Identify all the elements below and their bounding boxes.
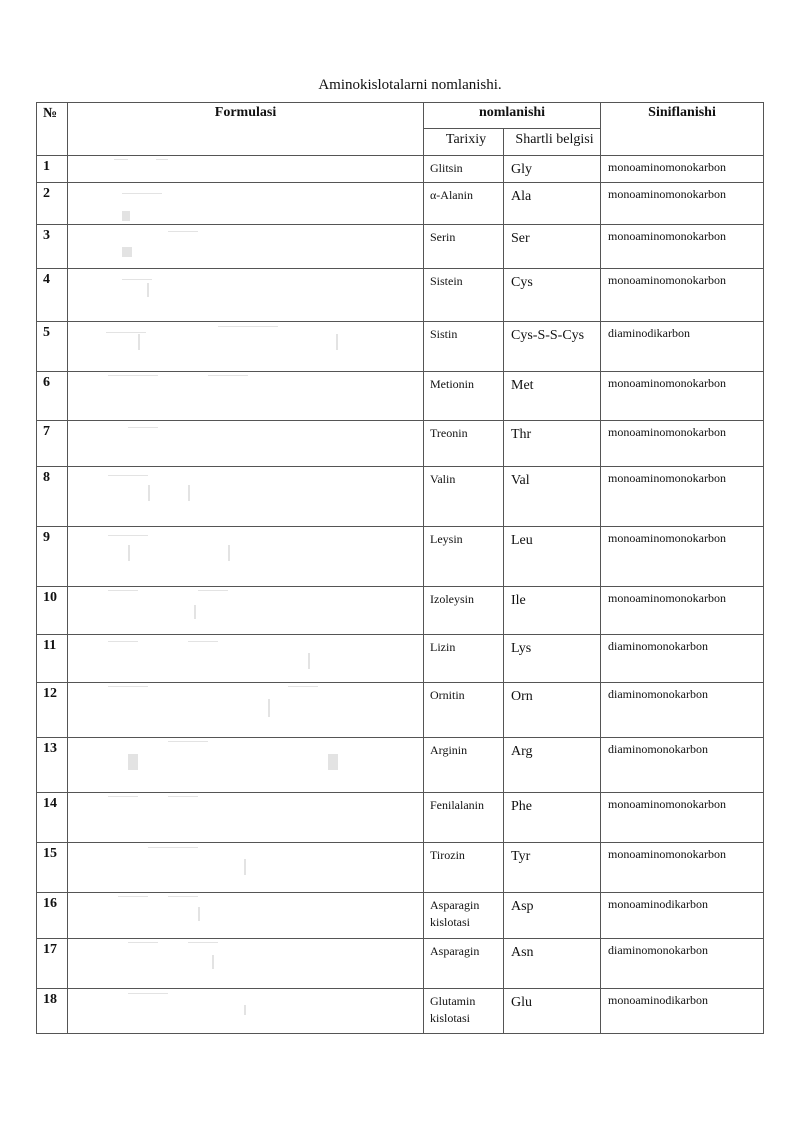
classification: diaminomonokarbon (601, 939, 764, 989)
table-row (37, 738, 764, 793)
header-formula: Formulasi (68, 103, 424, 156)
symbol-code: Asp (504, 893, 601, 939)
classification: monoaminomonokarbon (601, 183, 764, 225)
historical-name: Valin (424, 467, 504, 527)
historical-name: Serin (424, 225, 504, 269)
faint-formula-stroke (218, 326, 278, 327)
row-number: 17 (37, 939, 68, 989)
formula-cell (68, 183, 424, 225)
faint-formula-stroke (244, 859, 246, 875)
faint-formula-stroke (198, 590, 228, 591)
historical-name: Glutamin kislotasi (424, 989, 504, 1034)
formula-cell (68, 843, 424, 893)
row-number: 12 (37, 683, 68, 738)
classification: monoaminomonokarbon (601, 793, 764, 843)
header-historical: Tarixiy (424, 129, 504, 156)
historical-name: Asparagin (424, 939, 504, 989)
classification: diaminomonokarbon (601, 635, 764, 683)
row-number: 15 (37, 843, 68, 893)
historical-name: α-Alanin (424, 183, 504, 225)
faint-formula-stroke (188, 942, 218, 943)
formula-cell (68, 372, 424, 421)
formula-cell (68, 939, 424, 989)
formula-cell (68, 683, 424, 738)
table-row (37, 683, 764, 738)
classification: monoaminomonokarbon (601, 372, 764, 421)
historical-name: Izoleysin (424, 587, 504, 635)
classification: monoaminomonokarbon (601, 587, 764, 635)
faint-formula-stroke (212, 955, 214, 969)
faint-formula-stroke (198, 907, 200, 921)
classification: monoaminomonokarbon (601, 269, 764, 322)
table-row (37, 156, 764, 183)
classification: diaminomonokarbon (601, 738, 764, 793)
formula-cell (68, 893, 424, 939)
faint-formula-stroke (108, 590, 138, 591)
header-naming: nomlanishi (424, 103, 601, 129)
faint-formula-stroke (148, 847, 198, 848)
symbol-code: Thr (504, 421, 601, 467)
historical-name: Ornitin (424, 683, 504, 738)
faint-formula-stroke (156, 159, 168, 160)
historical-name: Tirozin (424, 843, 504, 893)
formula-cell (68, 635, 424, 683)
faint-formula-stroke (128, 993, 168, 994)
faint-formula-stroke (128, 545, 130, 561)
symbol-code: Glu (504, 989, 601, 1034)
formula-cell (68, 421, 424, 467)
faint-formula-stroke (268, 699, 270, 717)
historical-name: Sistin (424, 322, 504, 372)
classification: monoaminomonokarbon (601, 225, 764, 269)
row-number: 4 (37, 269, 68, 322)
classification: monoaminomonokarbon (601, 156, 764, 183)
formula-cell (68, 322, 424, 372)
historical-name: Leysin (424, 527, 504, 587)
header-symbol: Shartli belgisi (504, 129, 601, 156)
symbol-code: Ala (504, 183, 601, 225)
row-number: 5 (37, 322, 68, 372)
table-body (37, 156, 764, 1034)
formula-cell (68, 467, 424, 527)
symbol-code: Ser (504, 225, 601, 269)
faint-formula-stroke (122, 247, 132, 257)
faint-formula-stroke (308, 653, 310, 669)
row-number: 8 (37, 467, 68, 527)
table-row (37, 939, 764, 989)
classification: diaminodikarbon (601, 322, 764, 372)
faint-formula-stroke (148, 485, 150, 501)
formula-cell (68, 269, 424, 322)
symbol-code: Met (504, 372, 601, 421)
classification: monoaminodikarbon (601, 989, 764, 1034)
faint-formula-stroke (168, 796, 198, 797)
formula-cell (68, 738, 424, 793)
row-number: 7 (37, 421, 68, 467)
table-row (37, 269, 764, 322)
classification: monoaminodikarbon (601, 893, 764, 939)
table-row (37, 635, 764, 683)
faint-formula-stroke (328, 754, 338, 770)
symbol-code: Arg (504, 738, 601, 793)
formula-cell (68, 989, 424, 1034)
table-row (37, 843, 764, 893)
faint-formula-stroke (288, 686, 318, 687)
row-number: 16 (37, 893, 68, 939)
faint-formula-stroke (336, 334, 338, 350)
faint-formula-stroke (208, 375, 248, 376)
table-row (37, 421, 764, 467)
historical-name: Glitsin (424, 156, 504, 183)
classification: monoaminomonokarbon (601, 421, 764, 467)
formula-cell (68, 527, 424, 587)
classification: diaminomonokarbon (601, 683, 764, 738)
faint-formula-stroke (108, 475, 148, 476)
historical-name: Sistein (424, 269, 504, 322)
faint-formula-stroke (108, 535, 148, 536)
row-number: 9 (37, 527, 68, 587)
symbol-code: Ile (504, 587, 601, 635)
table-row (37, 793, 764, 843)
header-number: № (37, 103, 68, 156)
symbol-code: Cys (504, 269, 601, 322)
faint-formula-stroke (128, 942, 158, 943)
faint-formula-stroke (228, 545, 230, 561)
faint-formula-stroke (122, 193, 162, 194)
faint-formula-stroke (188, 485, 190, 501)
table-row (37, 587, 764, 635)
symbol-code: Lys (504, 635, 601, 683)
row-number: 2 (37, 183, 68, 225)
faint-formula-stroke (108, 641, 138, 642)
symbol-code: Gly (504, 156, 601, 183)
faint-formula-stroke (168, 231, 198, 232)
faint-formula-stroke (244, 1005, 246, 1015)
faint-formula-stroke (147, 283, 149, 297)
header-classification: Siniflanishi (601, 103, 764, 156)
amino-acid-table (36, 102, 764, 1034)
faint-formula-stroke (122, 279, 152, 280)
page-title: Aminokislotalarni nomlanishi. (318, 77, 502, 93)
faint-formula-stroke (168, 896, 198, 897)
row-number: 18 (37, 989, 68, 1034)
symbol-code: Leu (504, 527, 601, 587)
classification: monoaminomonokarbon (601, 527, 764, 587)
formula-cell (68, 156, 424, 183)
table-row (37, 893, 764, 939)
faint-formula-stroke (138, 334, 140, 350)
historical-name: Lizin (424, 635, 504, 683)
formula-cell (68, 587, 424, 635)
classification: monoaminomonokarbon (601, 467, 764, 527)
symbol-code: Val (504, 467, 601, 527)
historical-name: Arginin (424, 738, 504, 793)
symbol-code: Asn (504, 939, 601, 989)
symbol-code: Orn (504, 683, 601, 738)
faint-formula-stroke (122, 211, 130, 221)
faint-formula-stroke (168, 741, 208, 742)
faint-formula-stroke (106, 332, 146, 333)
row-number: 3 (37, 225, 68, 269)
faint-formula-stroke (118, 896, 148, 897)
table-row (37, 527, 764, 587)
row-number: 10 (37, 587, 68, 635)
symbol-code: Cys-S-S-Cys (504, 322, 601, 372)
faint-formula-stroke (108, 686, 148, 687)
row-number: 14 (37, 793, 68, 843)
faint-formula-stroke (194, 605, 196, 619)
row-number: 11 (37, 635, 68, 683)
faint-formula-stroke (108, 796, 138, 797)
faint-formula-stroke (128, 754, 138, 770)
historical-name: Asparagin kislotasi (424, 893, 504, 939)
row-number: 13 (37, 738, 68, 793)
faint-formula-stroke (108, 375, 158, 376)
faint-formula-stroke (128, 427, 158, 428)
faint-formula-stroke (114, 159, 128, 160)
symbol-code: Phe (504, 793, 601, 843)
formula-cell (68, 225, 424, 269)
formula-cell (68, 793, 424, 843)
table-row (37, 183, 764, 225)
table-row (37, 225, 764, 269)
row-number: 1 (37, 156, 68, 183)
table-row (37, 467, 764, 527)
faint-formula-stroke (188, 641, 218, 642)
classification: monoaminomonokarbon (601, 843, 764, 893)
table-row (37, 372, 764, 421)
historical-name: Metionin (424, 372, 504, 421)
table-row (37, 989, 764, 1034)
symbol-code: Tyr (504, 843, 601, 893)
historical-name: Treonin (424, 421, 504, 467)
historical-name: Fenilalanin (424, 793, 504, 843)
row-number: 6 (37, 372, 68, 421)
table-row (37, 322, 764, 372)
